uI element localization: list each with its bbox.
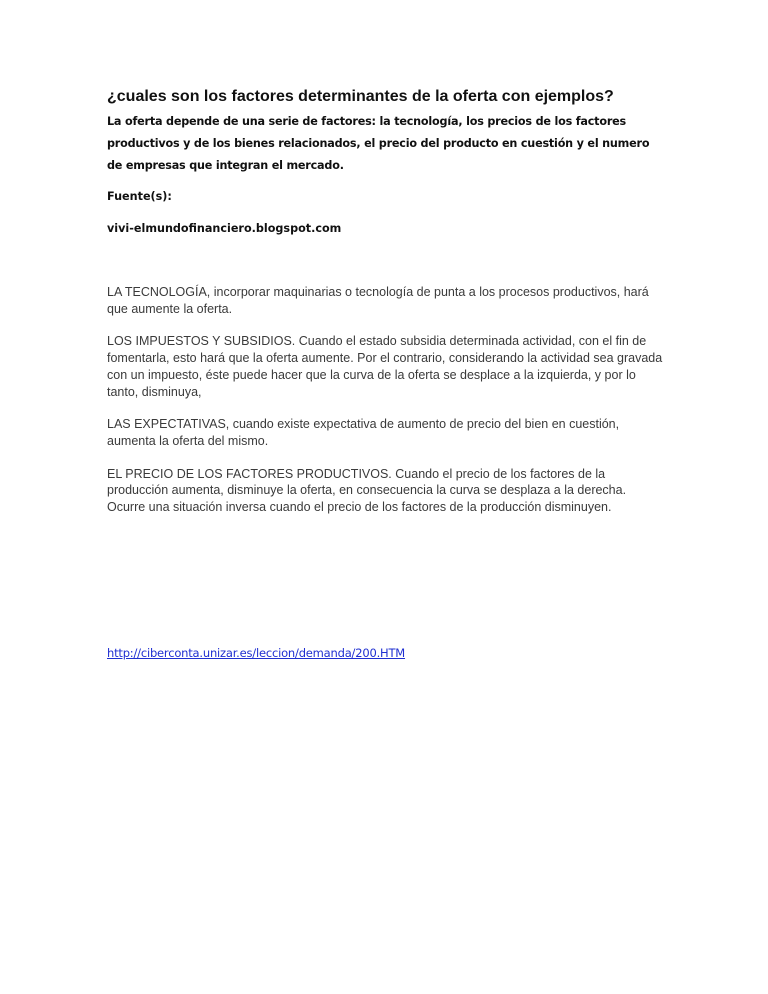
section-expectativas: LAS EXPECTATIVAS, cuando existe expectativa de aumento de precio del bien en cuestión, aumenta la oferta del mismo. <box>107 417 620 448</box>
reference-link[interactable]: http://ciberconta.unizar.es/leccion/demanda/200.HTM <box>107 645 406 660</box>
section-impuestos-subsidios: LOS IMPUESTOS Y SUBSIDIOS. Cuando el estado subsidia determinada actividad, con el fin de fomentarla, esto hará que la oferta aumente. Por el contrario, considerando la actividad sea gravada con un impuesto, éste puede hacer que la curva de la oferta se desplace a la izquierda, y por lo tanto, disminuya, <box>107 334 663 399</box>
source-label: Fuente(s): <box>107 190 172 203</box>
source-value: vivi-elmundofinanciero.blogspot.com <box>107 222 342 235</box>
section-precio-factores: EL PRECIO DE LOS FACTORES PRODUCTIVOS. Cuando el precio de los factores de la producción aumenta, disminuye la oferta, en consecuencia la curva se desplaza a la derecha. Ocurre una situación inversa cuando el precio de los factores de la producción disminuyen. <box>107 466 627 515</box>
section-tecnologia: LA TECNOLOGÍA, incorporar maquinarias o tecnología de punta a los procesos productivos, hará que aumente la oferta. <box>107 285 649 316</box>
answer-paragraph: La oferta depende de una serie de factores: la tecnología, los precios de los factores productivos y de los bienes relacionados, el precio del producto en cuestión y el numero de empresas que integran el mercado. <box>107 115 650 172</box>
question-title: ¿cuales son los factores determinantes de la oferta con ejemplos? <box>107 88 614 105</box>
document-content <box>107 86 663 662</box>
